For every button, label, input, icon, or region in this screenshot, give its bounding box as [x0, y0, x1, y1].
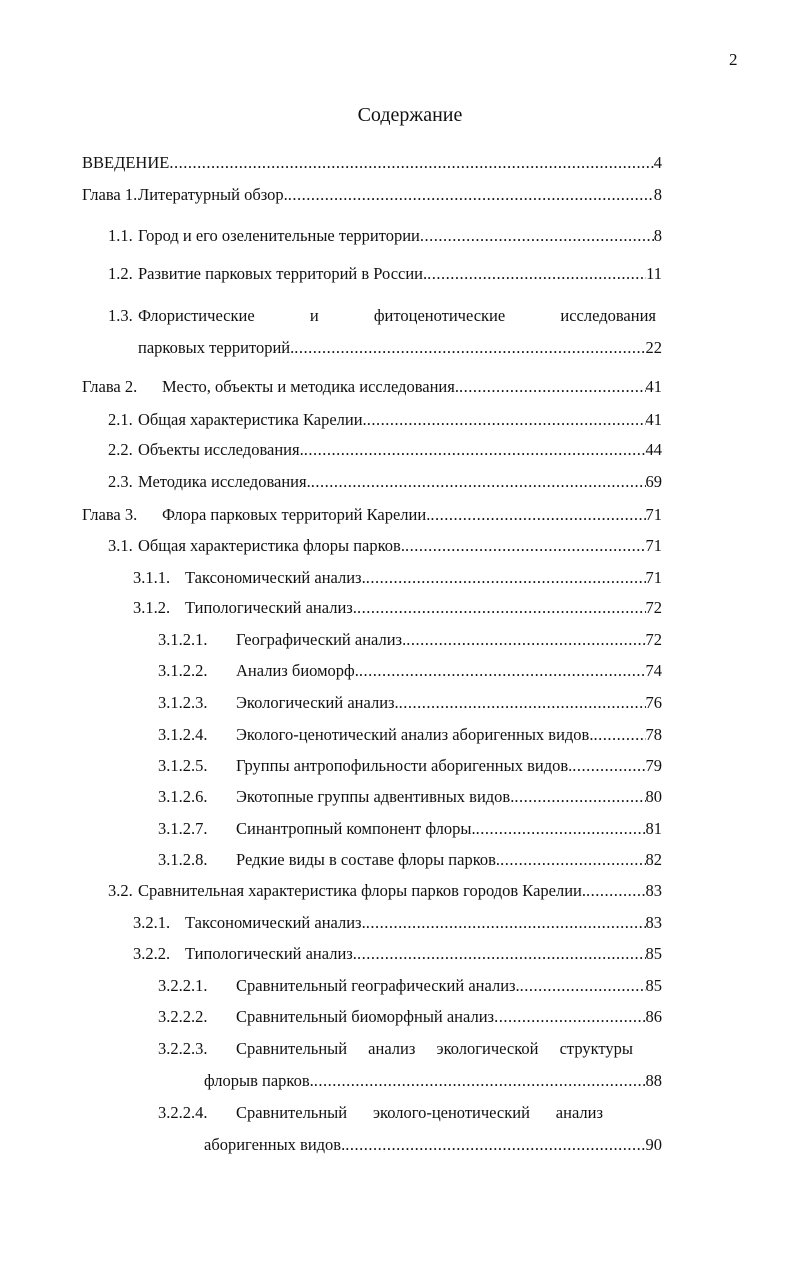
toc-entry-page: 69 — [645, 472, 662, 491]
toc-entry-title: Экологический анализ. — [236, 693, 399, 712]
toc-entry-title: Таксономический анализ. — [185, 568, 366, 587]
toc-entry-number: 1.2. — [108, 264, 133, 283]
toc-entry-title: Географический анализ. — [236, 630, 407, 649]
toc-entry-number: 2.2. — [108, 440, 133, 459]
toc-entry-page: 90 — [645, 1135, 662, 1154]
toc-entry-number: 1.1. — [108, 226, 133, 245]
toc-entry-number: Глава 3. — [82, 505, 138, 524]
leader-dots — [430, 504, 645, 526]
toc-entry-page: 78 — [645, 725, 662, 744]
toc-entry-number: 1.3. — [108, 306, 133, 325]
toc-entry[interactable] — [133, 597, 662, 619]
toc-entry-title: Типологический анализ. — [185, 598, 357, 617]
leader-dots — [420, 225, 654, 247]
toc-entry[interactable] — [82, 504, 662, 526]
toc-entry-number: Глава 1. — [82, 185, 138, 204]
toc-entry[interactable] — [108, 535, 662, 557]
toc-entry[interactable] — [82, 152, 662, 174]
toc-entry[interactable] — [82, 376, 662, 398]
toc-entry-title-continued: парковых территорий. — [138, 338, 295, 357]
toc-entry-page: 74 — [645, 661, 662, 680]
leader-dots — [399, 692, 646, 714]
toc-entry-page: 82 — [645, 850, 662, 869]
leader-dots — [586, 880, 646, 902]
toc-entry-page: 44 — [645, 440, 662, 459]
toc-entry-title: Флористические и фитоценотические исследования — [138, 306, 656, 325]
toc-entry[interactable] — [158, 660, 662, 682]
toc-entry[interactable] — [108, 439, 662, 461]
toc-entry[interactable] — [108, 409, 662, 431]
leader-dots — [406, 629, 645, 651]
toc-entry-number: 3.2.2.2. — [158, 1007, 208, 1026]
toc-entry-number: 3.1. — [108, 536, 133, 555]
leader-dots — [366, 912, 646, 934]
leader-dots — [405, 535, 646, 557]
toc-entry-page: 11 — [646, 264, 662, 283]
leader-dots — [593, 724, 645, 746]
toc-entry-number: 3.2.1. — [133, 913, 171, 932]
toc-entry-title: Литературный обзор. — [138, 185, 288, 204]
toc-entry-title: ВВЕДЕНИЕ — [82, 153, 170, 172]
toc-entry[interactable] — [158, 818, 662, 840]
leader-dots — [500, 849, 645, 871]
toc-entry-title: Общая характеристика флоры парков. — [138, 536, 405, 555]
toc-entry[interactable] — [108, 263, 662, 285]
toc-entry-title: Сравнительный биоморфный анализ — [236, 1007, 495, 1026]
toc-entry[interactable] — [158, 629, 662, 651]
toc-entry-page: 8 — [653, 226, 662, 245]
toc-entry-page: 41 — [645, 410, 662, 429]
leader-dots — [367, 409, 646, 431]
toc-entry[interactable] — [158, 786, 662, 808]
page-number: 2 — [729, 50, 738, 69]
leader-dots — [304, 439, 646, 461]
toc-entry-number: 3.1.2.8. — [158, 850, 208, 869]
toc-entry-title: Группы антропофильности аборигенных видов. — [236, 756, 573, 775]
leader-dots — [427, 263, 646, 285]
toc-entry-continuation[interactable] — [138, 337, 662, 359]
toc-entry-page: 88 — [645, 1071, 662, 1090]
toc-entry-number: Глава 2. — [82, 377, 138, 396]
toc-entry[interactable] — [133, 567, 662, 589]
leader-dots — [357, 597, 646, 619]
toc-entry-title: Место, объекты и методика исследования. — [162, 377, 459, 396]
toc-entry-title: Экотопные группы адвентивных видов. — [236, 787, 515, 806]
toc-entry-page: 72 — [645, 630, 662, 649]
toc-entry-number: 3.1.2.2. — [158, 661, 208, 680]
leader-dots — [572, 755, 645, 777]
toc-entry[interactable] — [158, 1102, 603, 1124]
toc-entry-title: Сравнительный эколого-ценотический анализ — [236, 1103, 603, 1122]
toc-entry-page: 4 — [653, 153, 662, 172]
toc-entry-page: 79 — [645, 756, 662, 775]
toc-entry[interactable] — [108, 471, 662, 493]
toc-entry-number: 3.2. — [108, 881, 133, 900]
toc-entry[interactable] — [158, 692, 662, 714]
toc-entry-number: 3.1.1. — [133, 568, 171, 587]
toc-entry-number: 3.1.2. — [133, 598, 171, 617]
toc-entry-page: 80 — [645, 787, 662, 806]
toc-entry-number: 2.1. — [108, 410, 133, 429]
toc-entry-title: Методика исследования. — [138, 472, 311, 491]
toc-entry-page: 71 — [645, 536, 662, 555]
toc-entry-page: 71 — [645, 568, 662, 587]
toc-entry-number: 3.1.2.6. — [158, 787, 208, 806]
leader-dots — [359, 660, 646, 682]
leader-dots — [294, 337, 645, 359]
toc-entry-title-continued: аборигенных видов. — [204, 1135, 346, 1154]
leader-dots — [288, 184, 654, 206]
toc-entry-number: 3.1.2.7. — [158, 819, 208, 838]
toc-entry-title: Общая характеристика Карелии. — [138, 410, 367, 429]
toc-entry-page: 83 — [645, 913, 662, 932]
toc-entry[interactable] — [158, 975, 662, 997]
toc-entry[interactable] — [158, 1038, 633, 1060]
toc-entry-number: 2.3. — [108, 472, 133, 491]
toc-entry-title: Типологический анализ. — [185, 944, 357, 963]
toc-entry-page: 41 — [645, 377, 662, 396]
toc-entry-page: 8 — [653, 185, 662, 204]
leader-dots — [494, 1006, 645, 1028]
toc-entry-number: 3.2.2. — [133, 944, 171, 963]
toc-entry[interactable] — [108, 305, 656, 327]
toc-entry-page: 85 — [645, 976, 662, 995]
toc-entry[interactable] — [108, 880, 662, 902]
toc-entry-page: 81 — [645, 819, 662, 838]
toc-entry-page: 76 — [645, 693, 662, 712]
toc-entry[interactable] — [158, 849, 662, 871]
toc-entry-title-continued: флорыв парков. — [204, 1071, 314, 1090]
toc-entry-title: Флора парковых территорий Карелии. — [162, 505, 431, 524]
leader-dots — [314, 1070, 646, 1092]
toc-entry-title: Синантропный компонент флоры. — [236, 819, 476, 838]
toc-entry-continuation[interactable] — [204, 1134, 662, 1156]
toc-entry-number: 3.1.2.1. — [158, 630, 208, 649]
toc-entry-title: Сравнительная характеристика флоры парков городов Карелии. — [138, 881, 586, 900]
toc-entry-page: 72 — [645, 598, 662, 617]
toc-entry-title: Анализ биоморф. — [236, 661, 359, 680]
toc-entry[interactable] — [133, 943, 662, 965]
toc-entry-title: Город и его озеленительные территории — [138, 226, 420, 245]
toc-entry-title: Объекты исследования. — [138, 440, 304, 459]
leader-dots — [520, 975, 646, 997]
toc-entry-number: 3.2.2.4. — [158, 1103, 208, 1122]
leader-dots — [366, 567, 646, 589]
toc-entry-page: 83 — [645, 881, 662, 900]
toc-entry[interactable] — [158, 724, 662, 746]
toc-entry-title: Развитие парковых территорий в России. — [138, 264, 428, 283]
leader-dots — [476, 818, 646, 840]
leader-dots — [345, 1134, 645, 1156]
toc-entry[interactable] — [158, 755, 662, 777]
toc-entry-page: 71 — [645, 505, 662, 524]
toc-entry-continuation[interactable] — [204, 1070, 662, 1092]
toc-entry-number: 3.2.2.3. — [158, 1039, 208, 1058]
leader-dots — [459, 376, 646, 398]
toc-heading: Содержание — [357, 104, 463, 126]
toc-entry-title: Эколого-ценотический анализ аборигенных видов. — [236, 725, 594, 744]
leader-dots — [514, 786, 645, 808]
toc-entry-page: 86 — [645, 1007, 662, 1026]
toc-entry-page: 85 — [645, 944, 662, 963]
toc-entry-page: 22 — [645, 338, 662, 357]
leader-dots — [311, 471, 646, 493]
toc-entry[interactable] — [133, 912, 662, 934]
toc-entry[interactable] — [158, 1006, 662, 1028]
toc-entry-number: 3.1.2.5. — [158, 756, 208, 775]
toc-entry-number: 3.1.2.3. — [158, 693, 208, 712]
toc-entry-number: 3.1.2.4. — [158, 725, 208, 744]
leader-dots — [169, 152, 653, 174]
toc-entry-title: Таксономический анализ. — [185, 913, 366, 932]
toc-entry[interactable] — [108, 225, 662, 247]
toc-entry-title: Редкие виды в составе флоры парков. — [236, 850, 501, 869]
toc-entry[interactable] — [82, 184, 662, 206]
toc-entry-number: 3.2.2.1. — [158, 976, 208, 995]
toc-entry-title: Сравнительный географический анализ. — [236, 976, 520, 995]
leader-dots — [357, 943, 646, 965]
toc-entry-title: Сравнительный анализ экологической структуры — [236, 1039, 633, 1058]
